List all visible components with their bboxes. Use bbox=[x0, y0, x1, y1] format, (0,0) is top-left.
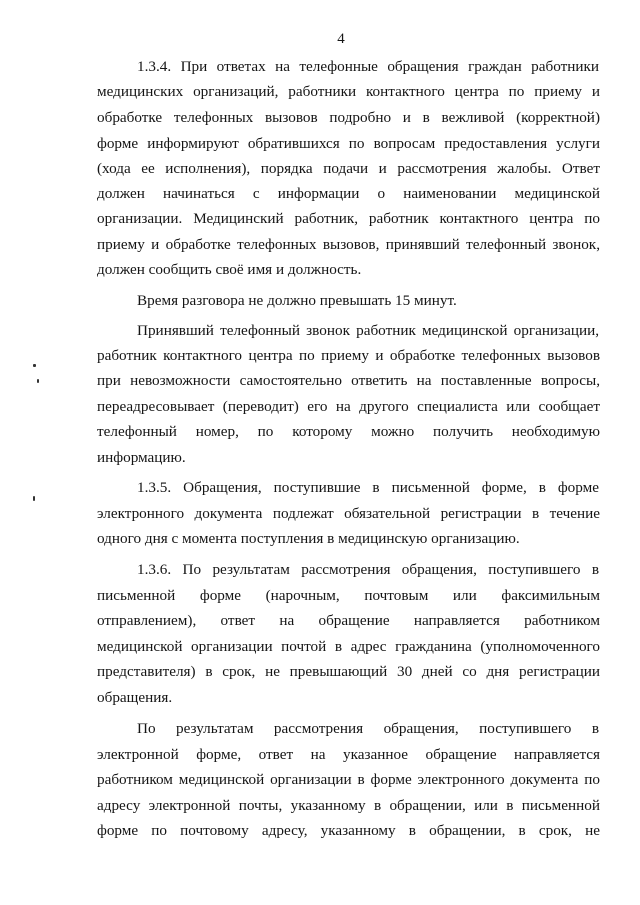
text-line: представителя) в срок, не превышающий 30 дней со дня регистрации bbox=[97, 663, 600, 680]
text-line: медицинских организаций, работники контактного центра по приему и bbox=[97, 83, 600, 100]
scan-mark bbox=[33, 496, 35, 501]
text-line: 1.3.6. По результатам рассмотрения обращения, поступившего в bbox=[137, 561, 599, 578]
scan-mark bbox=[33, 364, 36, 367]
text-line: форме по почтовому адресу, указанному в обращении, в срок, не bbox=[97, 822, 600, 839]
text-line: отправлением), ответ на обращение направляется работником bbox=[97, 612, 600, 629]
text-line: должен сообщить своё имя и должность. bbox=[97, 261, 362, 278]
text-line: должен начинаться с информации о наименовании медицинской bbox=[97, 185, 600, 202]
text-line: медицинской организации почтой в адрес гражданина (уполномоченного bbox=[97, 638, 600, 655]
text-line: 1.3.5. Обращения, поступившие в письменной форме, в форме bbox=[137, 479, 599, 496]
text-line: обращения. bbox=[97, 689, 173, 706]
text-line: приему и обработке телефонных вызовов, принявший телефонный звонок, bbox=[97, 236, 600, 253]
text-line: форме информируют обратившихся по вопросам предоставления услуги bbox=[97, 135, 600, 152]
text-line: адресу электронной почты, указанному в обращении, или в письменной bbox=[97, 797, 600, 814]
text-line: обработке телефонных вызовов подробно и в вежливой (корректной) bbox=[97, 109, 600, 126]
text-line: информацию. bbox=[97, 449, 186, 466]
scan-mark bbox=[37, 379, 39, 383]
text-line: при невозможности самостоятельно ответить на поставленные вопросы, bbox=[97, 372, 600, 389]
text-line: телефонный номер, по которому можно получить необходимую bbox=[97, 423, 600, 440]
text-line: электронного документа подлежат обязательной регистрации в течение bbox=[97, 505, 600, 522]
text-line: Время разговора не должно превышать 15 минут. bbox=[137, 292, 457, 309]
text-line: Принявший телефонный звонок работник медицинской организации, bbox=[137, 322, 599, 339]
text-line: (хода ее исполнения), порядка подачи и рассмотрения жалобы. Ответ bbox=[97, 160, 600, 177]
text-line: одного дня с момента поступления в медицинскую организацию. bbox=[97, 530, 520, 547]
page-number: 4 bbox=[337, 31, 345, 47]
text-line: переадресовывает (переводит) его на другого специалиста или сообщает bbox=[97, 398, 600, 415]
text-line: По результатам рассмотрения обращения, поступившего в bbox=[137, 720, 599, 737]
text-line: письменной форме (нарочным, почтовым или факсимильным bbox=[97, 587, 600, 604]
text-line: работником медицинской организации в форме электронного документа по bbox=[97, 771, 600, 788]
text-line: организации. Медицинский работник, работник контактного центра по bbox=[97, 210, 600, 227]
text-line: работник контактного центра по приему и обработке телефонных вызовов bbox=[97, 347, 600, 364]
text-line: электронной форме, ответ на указанное обращение направляется bbox=[97, 746, 600, 763]
text-line: 1.3.4. При ответах на телефонные обращения граждан работники bbox=[137, 58, 599, 75]
